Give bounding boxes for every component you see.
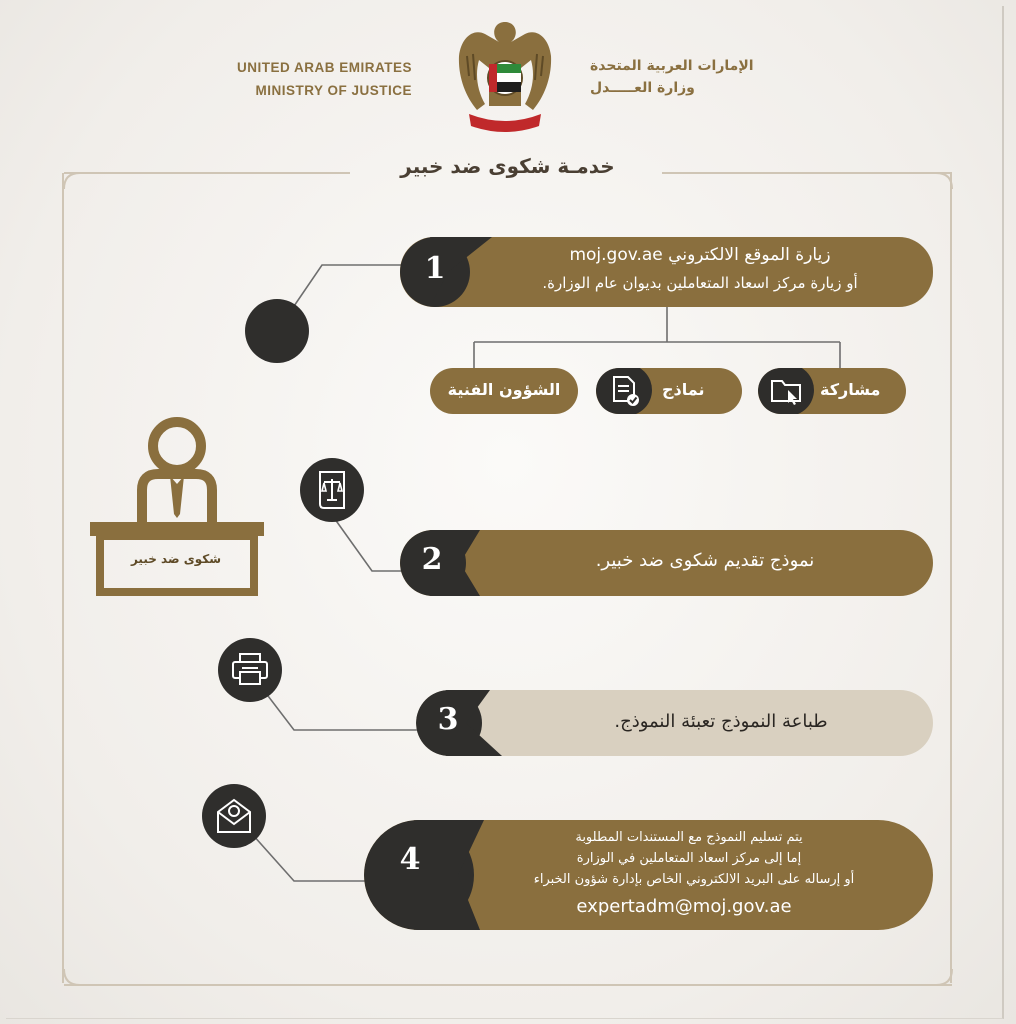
step3-icon-circle xyxy=(218,638,282,702)
step4-icon-circle xyxy=(202,784,266,848)
step4-line1: يتم تسليم النموذج مع المستندات المطلوبة xyxy=(575,830,803,845)
step1-line1: زيارة الموقع الالكتروني moj.gov.ae xyxy=(569,245,831,265)
step4-email[interactable]: expertadm@moj.gov.ae xyxy=(576,896,792,917)
step1-bullet-circle xyxy=(245,299,309,363)
step1-number: 1 xyxy=(424,251,446,286)
step1-line2: أو زيارة مركز اسعاد المتعاملين بديوان عام الوزارة. xyxy=(542,274,858,292)
document-check-icon xyxy=(608,374,642,408)
option-technical-affairs-label: الشؤون الفنية xyxy=(447,380,561,399)
folder-cursor-icon xyxy=(770,376,804,406)
step2-pill xyxy=(400,530,933,596)
option-forms[interactable] xyxy=(596,368,742,414)
option-forms-label: نماذج xyxy=(662,380,705,399)
option-technical-affairs[interactable] xyxy=(430,368,578,414)
page-title: خدمـة شكوى ضد خبير xyxy=(400,154,615,178)
email-envelope-icon xyxy=(214,794,254,836)
step2-text: نموذج تقديم شكوى ضد خبير. xyxy=(595,550,815,571)
country-name-en: UNITED ARAB EMIRATES xyxy=(237,60,412,75)
step2-icon-circle xyxy=(300,458,364,522)
step3-number: 3 xyxy=(437,702,459,737)
option-participation[interactable] xyxy=(758,368,906,414)
option-participation-label: مشاركة xyxy=(820,380,881,399)
step4-line2: إما إلى مركز اسعاد المتعاملين في الوزارة xyxy=(576,851,802,866)
expert-desk-icon xyxy=(86,414,268,596)
country-name-ar: الإمارات العربية المتحدة xyxy=(590,58,754,74)
desk-label: شكوى ضد خبير xyxy=(130,552,222,566)
scroll-scales-icon xyxy=(314,468,350,512)
printer-icon xyxy=(230,652,270,688)
ministry-name-ar: وزارة العـــــدل xyxy=(590,80,695,96)
step1-pill xyxy=(400,237,933,307)
step4-number: 4 xyxy=(399,842,421,877)
step4-line3: أو إرساله على البريد الالكتروني الخاص بإدارة شؤون الخبراء xyxy=(533,872,855,887)
step3-text: طباعة النموذج تعبئة النموذج. xyxy=(614,711,828,732)
step4-pill xyxy=(364,820,933,930)
step2-number: 2 xyxy=(421,542,443,577)
ministry-name-en: MINISTRY OF JUSTICE xyxy=(255,83,412,98)
step3-pill xyxy=(416,690,933,756)
